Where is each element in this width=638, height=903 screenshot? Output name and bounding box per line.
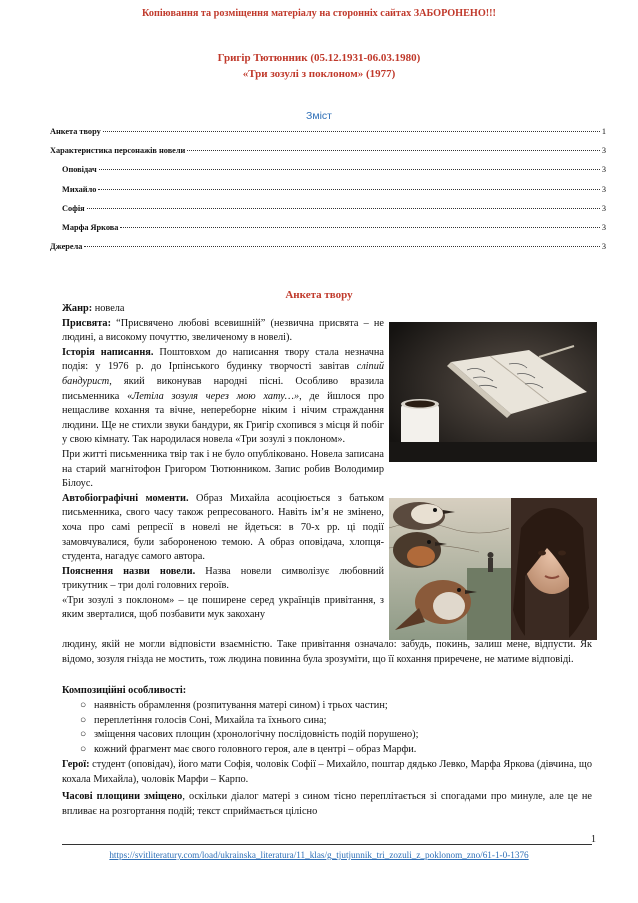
quote-paragraph-continued: людину, якій не могли відповісти взаємністю. Таке привітання означало: забудь, покинь, залиш мене, відпусти. Як відомо, зозуля гнізда не мостить, тож людина повинна була зрозуміти, що її кохання приречене, не матиме відповіді. bbox=[62, 639, 592, 665]
toc-item[interactable] bbox=[50, 165, 606, 184]
quote-paragraph-start: «Три зозулі з поклоном» – це поширене серед українців привітання, з яким зверталися, щоб позбавити мук закохану bbox=[62, 594, 384, 621]
bullet-circle-icon: ○ bbox=[80, 700, 87, 711]
toc-item-page: 3 bbox=[601, 184, 606, 194]
bullet-circle-icon: ○ bbox=[80, 729, 87, 741]
toc-item-label: Софія bbox=[62, 203, 85, 213]
toc-item-page: 3 bbox=[601, 165, 606, 175]
toc-item-page: 3 bbox=[601, 242, 606, 252]
section-heading: Анкета твору bbox=[285, 289, 353, 301]
toc-item-label: Джерела bbox=[50, 242, 83, 252]
history-paragraph: Історія написання. Поштовхом до написання твору стала незначна подія: у 1976 р. до Ірпінського будинку творчості завітав сліпий бандурист, який виконував народні пісні. Особливо вразила письменника «Летіла зозуля через мою хату…», де йшлося про нещасливе кохання та вічне, непереборне ніким і нічим страждання людини. Ще не стихли звуки бандури, як Григір схопився з місця й побіг у свою кімнату. Так народилася новела «Три зозулі з поклоном». bbox=[62, 346, 385, 446]
collage-illustration bbox=[389, 498, 597, 640]
toc-item-page: 3 bbox=[601, 203, 606, 213]
source-link[interactable]: https://svitliteratury.com/load/ukrainska_literatura/11_klas/g_tjutjunnik_tri_zozuli_z_poklonom_zno/61-1-0-1376 bbox=[109, 850, 529, 860]
toc-item-label: Марфа Яркова bbox=[62, 222, 119, 232]
toc-item-page: 3 bbox=[601, 146, 606, 156]
notebook-coffee-photo bbox=[389, 322, 597, 462]
bullet-circle-icon: ○ bbox=[80, 714, 87, 726]
notebook-coffee-illustration bbox=[389, 322, 597, 462]
genre-paragraph: Жанр: новела bbox=[62, 303, 125, 314]
toc-item-page: 3 bbox=[601, 222, 606, 232]
list-item: ○ переплетіння голосів Соні, Михайла та їхнього сина; bbox=[62, 714, 592, 729]
toc-item-label: Характеристика персонажів новели bbox=[50, 146, 186, 156]
page-title: Григір Тютюнник (05.12.1931-06.03.1980) bbox=[217, 52, 421, 64]
birds-girl-collage bbox=[389, 498, 597, 640]
composition-heading: Композиційні особливості: bbox=[62, 685, 187, 696]
toc-item[interactable] bbox=[50, 127, 606, 146]
publication-paragraph: При житті письменника твір так і не було опубліковано. Новела записана на старий магнітофон Григором Тютюнником. Запис робив Володимир Білоус. bbox=[62, 448, 384, 490]
toc-item[interactable] bbox=[50, 223, 606, 242]
toc-item-page: 1 bbox=[601, 127, 606, 136]
list-item: ○ наявність обрамлення (розпитування матері сином) і трьох частин; bbox=[62, 699, 592, 714]
dedication-paragraph: Присвята: “Присвячено любові всевишній” (незвична присвята – не людині, а високому почуттю, звеличеному в новелі). bbox=[62, 317, 384, 344]
toc-item[interactable] bbox=[50, 146, 606, 165]
composition-list bbox=[62, 699, 592, 757]
list-item: ○ зміщення часових площин (хронологічну послідовність подій порушено); bbox=[62, 728, 592, 743]
footer-divider bbox=[62, 844, 592, 845]
toc-heading: Зміст bbox=[306, 110, 332, 122]
time-planes-paragraph: Часові площини зміщено, оскільки діалог матері з сином тісно переплітається зі спогадами про минуле, але це не впливає на розгортання подій; текст сприймається цілісно bbox=[62, 791, 592, 817]
toc-item[interactable] bbox=[50, 242, 606, 261]
bullet-circle-icon: ○ bbox=[80, 743, 87, 755]
toc-item-label: Анкета твору bbox=[50, 127, 101, 136]
copy-warning: Копіювання та розміщення матеріалу на сторонніх сайтах ЗАБОРОНЕНО!!! bbox=[142, 8, 496, 19]
toc-item-label: Оповідач bbox=[62, 165, 97, 175]
page-subtitle: «Три зозулі з поклоном» (1977) bbox=[242, 68, 396, 80]
page-number: 1 bbox=[591, 834, 596, 845]
left-column-text bbox=[62, 302, 384, 623]
toc-item-label: Михайло bbox=[62, 184, 97, 194]
title-explanation-paragraph: Пояснення назви новели. Назва новели символізує любовний трикутник – три долі головних героїв. bbox=[62, 565, 384, 592]
autobiography-paragraph: Автобіографічні моменти. Образ Михайла асоціюється з батьком письменника, свого часу також репресованого. Навіть ім’я не змінено, хоча про самі репресії в новелі не йдеться: в 70-х рр. ці події замовчувалися, були забороненою темою. А образ оповідача, хлопця-студента, нагадує самого автора. bbox=[62, 492, 384, 563]
list-item: ○ кожний фрагмент має свого головного героя, але в центрі – образ Марфи. bbox=[62, 743, 592, 758]
toc-item[interactable] bbox=[50, 185, 606, 204]
table-of-contents bbox=[50, 127, 606, 261]
toc-item[interactable] bbox=[50, 204, 606, 223]
heroes-paragraph: Герої: студент (оповідач), його мати Софія, чоловік Софії – Михайло, поштар дядько Левко, Марфа Яркова (дівчина, що кохала Михайла), чоловік Марфи – Карпо. bbox=[62, 759, 592, 785]
